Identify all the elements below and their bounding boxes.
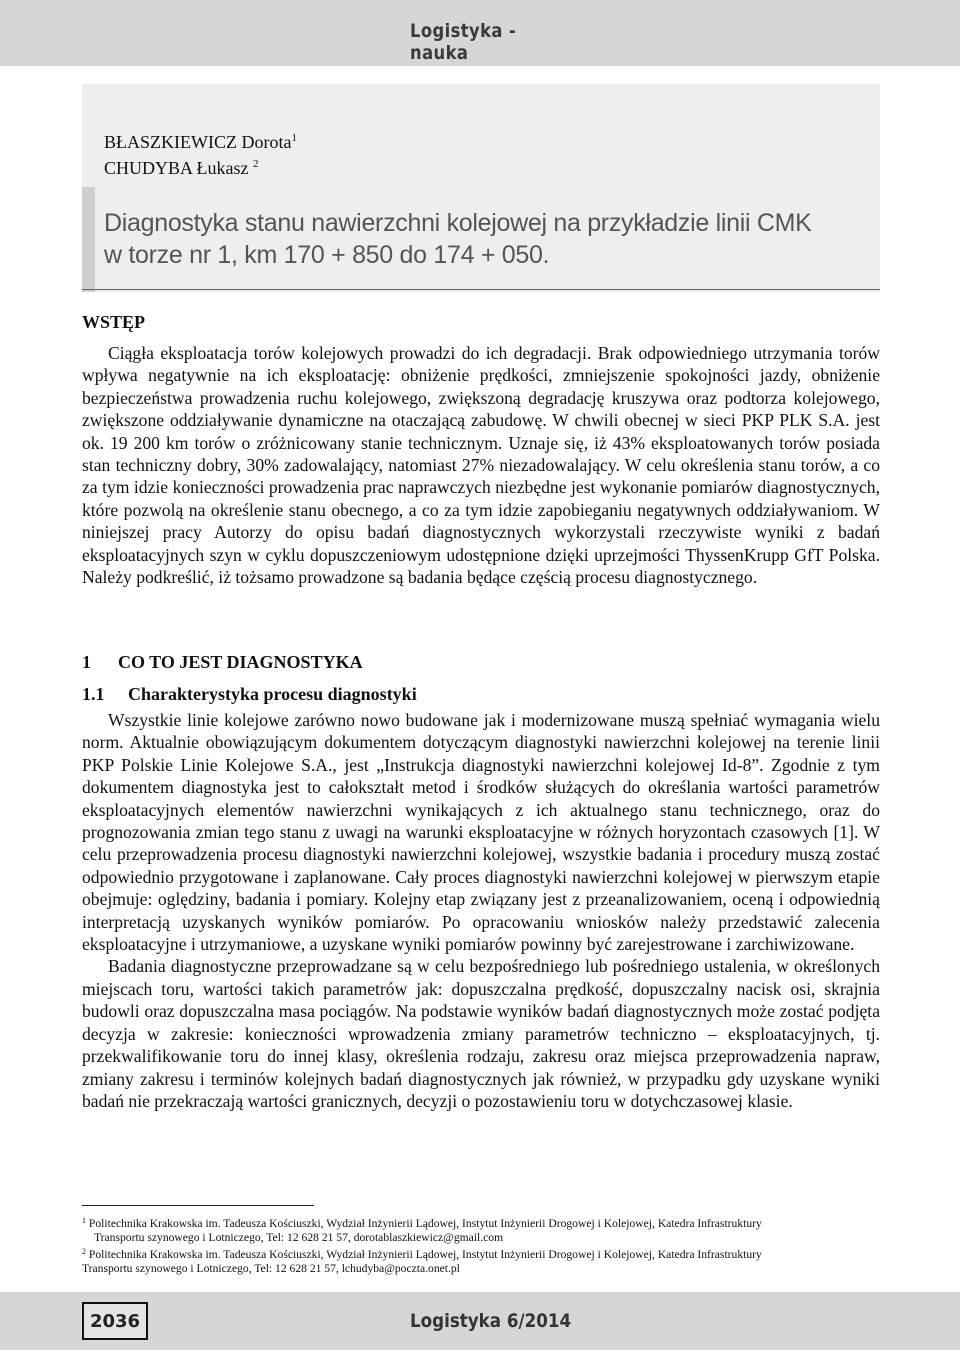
footnote: $^1$ Politechnika Krakowska im. Tadeusza Kościuszki, Wydział Inżynierii Lądowej, Instytut Inżynierii Drogowej i Kolejowej, Katedra Infrastruktury xyxy=(82,1216,762,1230)
subsection-heading: 1.1 Charakterystyka procesu diagnostyki xyxy=(82,684,417,704)
section-heading: 1 CO TO JEST DIAGNOSTYKA xyxy=(82,652,363,672)
footnote-divider xyxy=(82,1205,314,1206)
title-divider xyxy=(82,289,880,290)
author-list xyxy=(104,127,297,179)
footnotes xyxy=(82,1214,880,1276)
footnote-continuation: Transportu szynowego i Lotniczego, Tel: 12 628 21 57, lchudyba@poczta.onet.pl xyxy=(82,1262,460,1275)
paragraph: Ciągła eksploatacja torów kolejowych prowadzi do ich degradacji. Brak odpowiedniego utrzymania torów wpływa negatywnie na ich eksploatację: obniżenie prędkości, zmniejszenie spokojności jazdy, obniżenie bezpieczeństwa prowadzenia ruchu kolejowego, zwiększoną degradację kruszywa oraz podtorza kolejowego, zwiększone oddziaływanie dynamiczne na otaczającą zabudowę. W chwili obecnej w sieci PKP PLK S.A. jest ok. 19 200 km torów o zróżnicowany stanie technicznym. Uznaje się, iż 43% eksploatowanych torów posiada stan techniczny dobry, 30% zadowalający, natomiast 27% niezadowalający. W celu określenia stanu torów, a co za tym idzie konieczności prowadzenia prac naprawczych niezbędne jest wykonanie pomiarów diagnostycznych, które pozwolą na określenie stanu obecnego, a co za tym idzie zapobieganiu negatywnych oddziaływaniom. W niniejszej pracy Autorzy do opisu badań diagnostycznych wykorzystali rzeczywiste wyniki z badań eksploatacyjnych szyn w cyklu dopuszczeniowym udostępnione dzięki uprzejmości ThyssenKrupp GfT Polska. Należy podkreślić, iż tożsamo prowadzone są badania będące częścią procesu diagnostycznego. xyxy=(82,343,880,588)
footnote: $^2$ Politechnika Krakowska im. Tadeusza Kościuszki, Wydział Inżynierii Lądowej, Instytut Inżynierii Drogowej i Kolejowej, Katedra Infrastruktury xyxy=(82,1247,762,1261)
journal-name: Logistyka 6/2014 xyxy=(410,1310,572,1332)
author: BŁASZKIEWICZ Dorota$^1$ xyxy=(104,132,297,152)
author: CHUDYBA Łukasz $^2$ xyxy=(104,158,259,178)
intro-body xyxy=(82,342,880,588)
page-number: 2036 xyxy=(82,1302,148,1340)
footnote-continuation: Transportu szynowego i Lotniczego, Tel: 12 628 21 57, dorotablaszkiewicz@gmail.com xyxy=(94,1231,504,1244)
intro-heading: WSTĘP xyxy=(82,312,146,332)
section-body xyxy=(82,709,880,1112)
paragraph: Wszystkie linie kolejowe zarówno nowo budowane jak i modernizowane muszą spełniać wymagania wielu norm. Aktualnie obowiązującym dokumentem dotyczącym diagnostyki nawierzchni kolejowej na terenie linii PKP Polskie Linie Kolejowe S.A., jest „Instrukcja diagnostyki nawierzchni kolejowej Id-8”. Zgodnie z tym dokumentem diagnostyka jest to całokształt metod i środków służących do określania wartości parametrów eksploatacyjnych elementów nawierzchni wynikających z ich aktualnego stanu technicznego, oraz do prognozowania zmian tego stanu z uwagi na warunki eksploatacyjne w różnych horyzontach czasowych [1]. W celu przeprowadzenia procesu diagnostyki nawierzchni kolejowej, wszystkie badania i procedury muszą zostać odpowiednio przygotowane i zaplanowane. Cały proces diagnostyki nawierzchni kolejowej w pierwszym etapie obejmuje: oględziny, badania i pomiary. Kolejny etap związany jest z przeanalizowaniem, oceną i odpowiednią interpretacją uzyskanych wyników pomiarów. Po opracowaniu wniosków należy przedstawić zalecenia eksploatacyjne i utrzymaniowe, a uzyskane wyniki pomiarów powinny być zarejestrowane i zarchiwizowane. xyxy=(82,710,880,955)
section-header: Logistyka - nauka xyxy=(410,20,517,64)
title-accent xyxy=(82,187,95,292)
paragraph: Badania diagnostyczne przeprowadzane są w celu bezpośredniego lub pośredniego ustalenia, w określonych miejscach toru, wartości takich parametrów jak: dopuszczalna prędkość, dopuszczalny nacisk osi, skrajnia budowli oraz dopuszczalna masa pociągów. Na podstawie wyników badań diagnostycznych może zostać podjęta decyzja w zakresie: konieczności wprowadzenia zmiany parametrów techniczno – eksploatacyjnych, tj. przekwalifikowanie toru do innej klasy, określenia rodzaju, zakresu oraz miejsca przeprowadzenia napraw, zmiany zakresu i terminów kolejnych badań diagnostycznych jak również, w przypadku gdy uzyskane wyniki badań nie przekraczają wartości granicznych, decyzji o pozostawieniu toru w dotychczasowej klasie. xyxy=(82,956,880,1111)
paper-title: Diagnostyka stanu nawierzchni kolejowej na przykładzie linii CMK w torze nr 1, km 170 + 850 do 174 + 050. xyxy=(104,209,812,269)
